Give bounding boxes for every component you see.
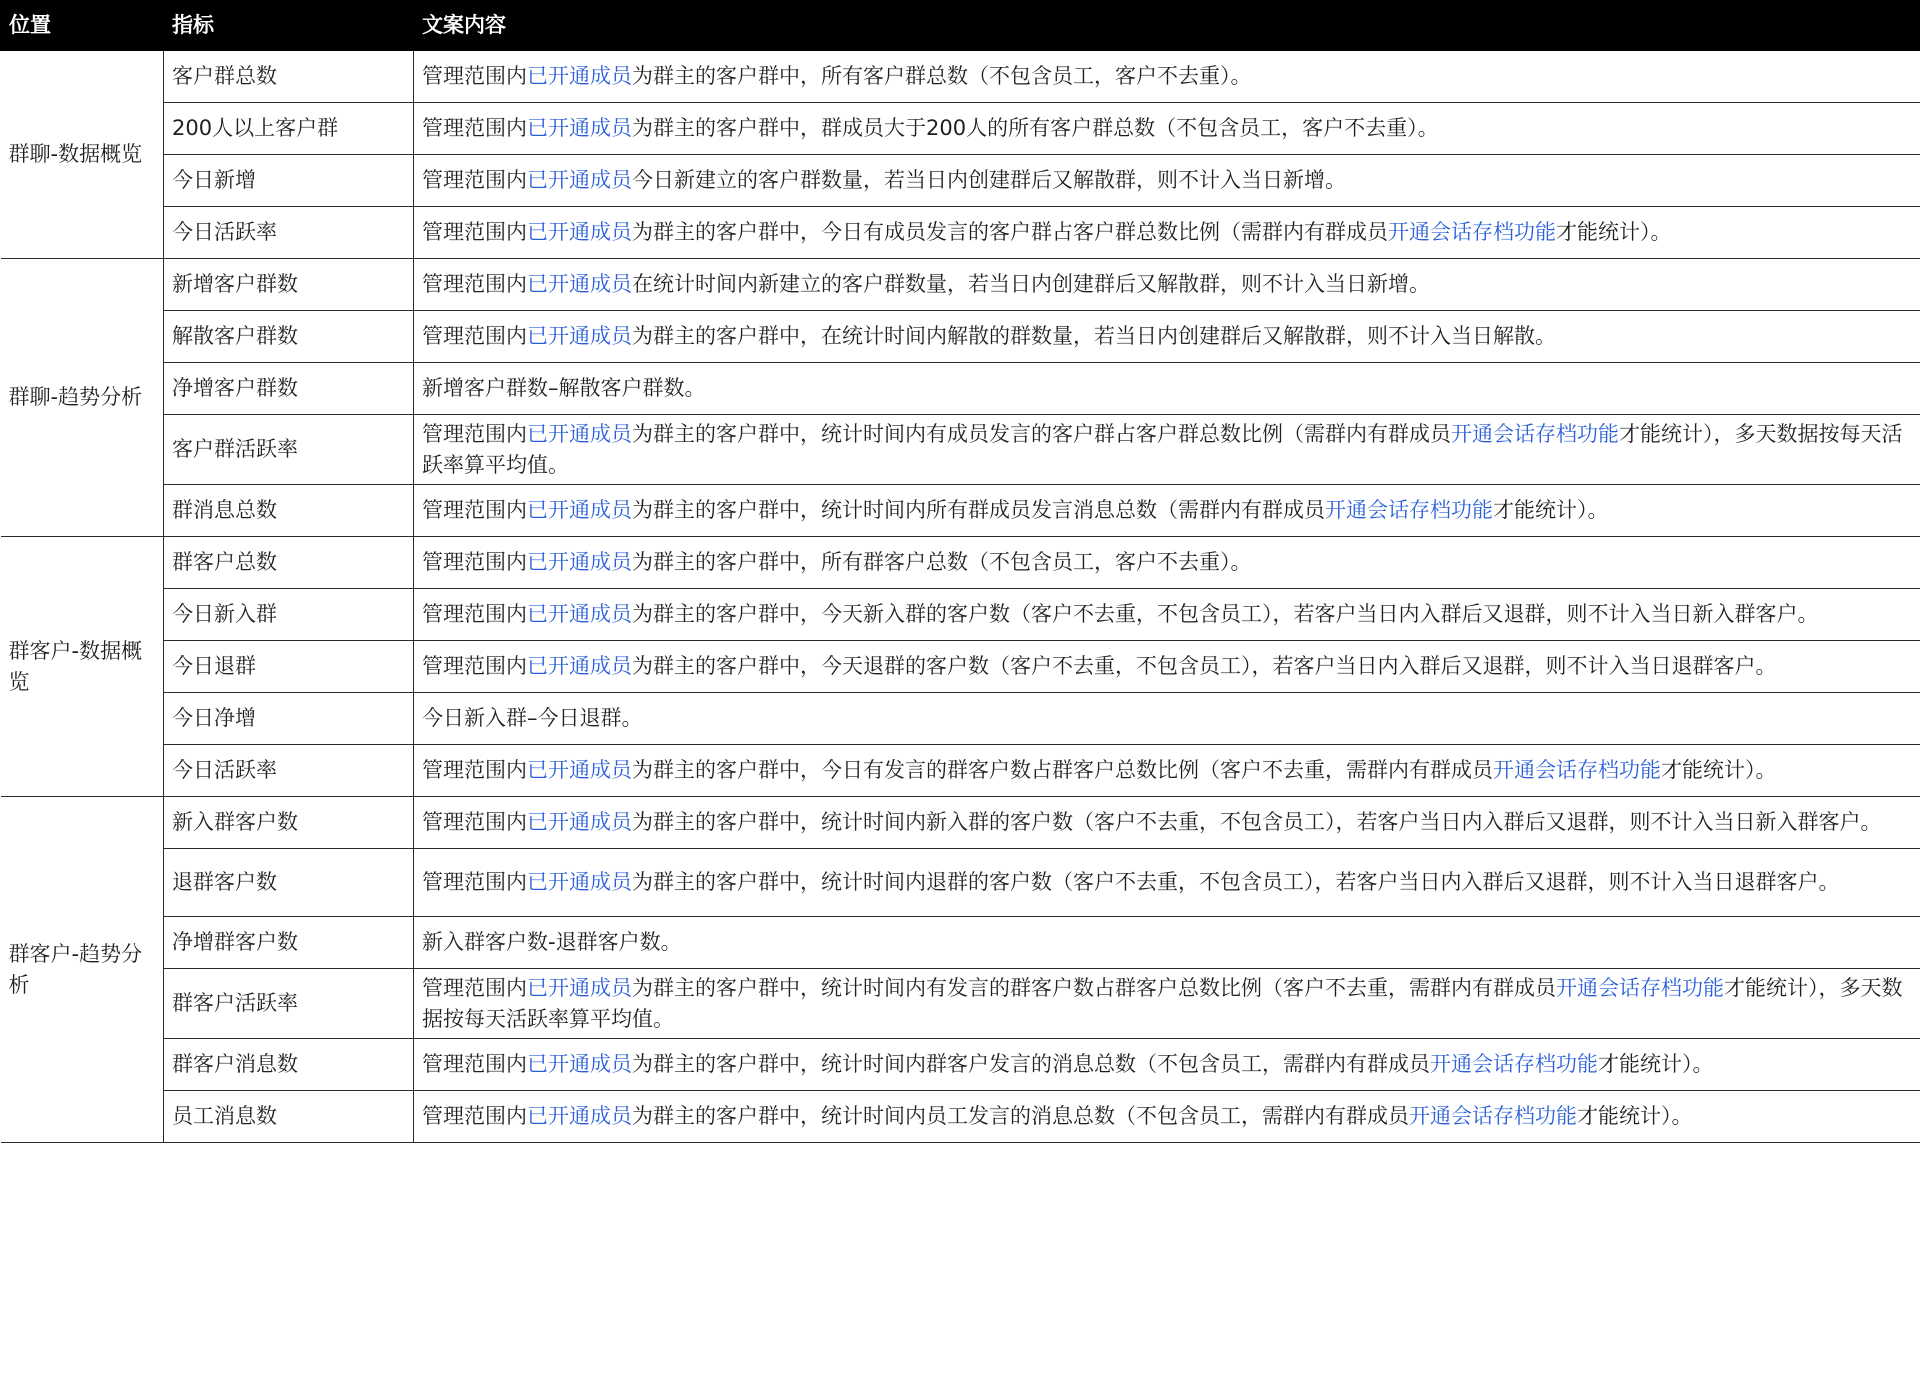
description-text: 为群主的客户群中，今天新入群的客户数（客户不去重，不包含员工），若客户当日内入群后又退群，则不计入当日新入群客户。	[632, 602, 1819, 626]
description-cell	[414, 415, 1920, 485]
description-text: 管理范围内	[422, 758, 527, 782]
description-text: 今日新建立的客户群数量，若当日内创建群后又解散群，则不计入当日新增。	[632, 168, 1346, 192]
metric-cell: 净增群客户数	[164, 917, 414, 969]
activated-members-link[interactable]: 已开通成员	[527, 220, 632, 244]
metric-cell: 净增客户群数	[164, 363, 414, 415]
metric-cell: 群消息总数	[164, 485, 414, 537]
table-row	[1, 969, 1920, 1039]
description-cell	[414, 745, 1920, 797]
metric-cell: 群客户消息数	[164, 1039, 414, 1091]
header-position: 位置	[1, 1, 164, 51]
activated-members-link[interactable]: 已开通成员	[527, 810, 632, 834]
description-text: 为群主的客户群中，今天退群的客户数（客户不去重，不包含员工），若客户当日内入群后又退群，则不计入当日退群客户。	[632, 654, 1777, 678]
description-text: 为群主的客户群中，统计时间内有成员发言的客户群占客户群总数比例（需群内有群成员	[632, 421, 1451, 446]
activated-members-link[interactable]: 已开通成员	[527, 975, 632, 1000]
metric-cell: 群客户总数	[164, 537, 414, 589]
table-row	[1, 259, 1920, 311]
header-metric: 指标	[164, 1, 414, 51]
description-cell	[414, 537, 1920, 589]
description-text: 管理范围内	[422, 220, 527, 244]
description-cell	[414, 485, 1920, 537]
position-cell: 群聊-数据概览	[1, 51, 164, 259]
description-text: 为群主的客户群中，今日有成员发言的客户群占客户群总数比例（需群内有群成员	[632, 220, 1388, 244]
description-text: 管理范围内	[422, 810, 527, 834]
activated-members-link[interactable]: 已开通成员	[527, 550, 632, 574]
description-cell	[414, 1091, 1920, 1143]
metric-cell: 今日新入群	[164, 589, 414, 641]
description-text: 为群主的客户群中，群成员大于200人的所有客户群总数（不包含员工，客户不去重）。	[632, 116, 1439, 140]
table-row	[1, 311, 1920, 363]
metric-cell: 新入群客户数	[164, 797, 414, 849]
description-text: 管理范围内	[422, 1104, 527, 1128]
activated-members-link[interactable]: 已开通成员	[527, 64, 632, 88]
description-text: 管理范围内	[422, 975, 527, 1000]
metric-cell: 客户群活跃率	[164, 415, 414, 485]
activated-members-link[interactable]: 已开通成员	[527, 602, 632, 626]
description-text: 才能统计），多天数据按每天活跃率算平均值。	[422, 975, 1903, 1031]
description-text: 为群主的客户群中，统计时间内新入群的客户数（客户不去重，不包含员工），若客户当日内入群后又退群，则不计入当日新入群客户。	[632, 810, 1882, 834]
session-archive-link[interactable]: 开通会话存档功能	[1430, 1052, 1598, 1076]
table-row	[1, 1039, 1920, 1091]
table-row	[1, 917, 1920, 969]
position-cell: 群客户-数据概览	[1, 537, 164, 797]
activated-members-link[interactable]: 已开通成员	[527, 654, 632, 678]
table-row	[1, 589, 1920, 641]
table-header-row	[1, 1, 1920, 51]
description-text: 才能统计）。	[1577, 1104, 1693, 1128]
description-text: 管理范围内	[422, 64, 527, 88]
description-text: 管理范围内	[422, 602, 527, 626]
metric-cell: 今日退群	[164, 641, 414, 693]
description-text: 才能统计）。	[1493, 498, 1609, 522]
table-row	[1, 155, 1920, 207]
description-cell	[414, 641, 1920, 693]
description-cell	[414, 259, 1920, 311]
session-archive-link[interactable]: 开通会话存档功能	[1493, 758, 1661, 782]
description-cell	[414, 917, 1920, 969]
metric-cell: 客户群总数	[164, 51, 414, 103]
table-body	[1, 51, 1920, 1143]
table-row	[1, 745, 1920, 797]
description-text: 管理范围内	[422, 870, 527, 894]
description-text: 今日新入群–今日退群。	[422, 706, 643, 730]
activated-members-link[interactable]: 已开通成员	[527, 1052, 632, 1076]
description-cell	[414, 155, 1920, 207]
activated-members-link[interactable]: 已开通成员	[527, 272, 632, 296]
activated-members-link[interactable]: 已开通成员	[527, 116, 632, 140]
table-row	[1, 415, 1920, 485]
metric-cell: 今日新增	[164, 155, 414, 207]
header-content: 文案内容	[414, 1, 1920, 51]
activated-members-link[interactable]: 已开通成员	[527, 1104, 632, 1128]
metric-cell: 今日净增	[164, 693, 414, 745]
description-text: 为群主的客户群中，所有群客户总数（不包含员工，客户不去重）。	[632, 550, 1252, 574]
activated-members-link[interactable]: 已开通成员	[527, 498, 632, 522]
description-cell	[414, 207, 1920, 259]
metric-cell: 群客户活跃率	[164, 969, 414, 1039]
description-cell	[414, 363, 1920, 415]
activated-members-link[interactable]: 已开通成员	[527, 324, 632, 348]
description-cell	[414, 103, 1920, 155]
description-text: 才能统计）。	[1556, 220, 1672, 244]
description-text: 为群主的客户群中，统计时间内群客户发言的消息总数（不包含员工，需群内有群成员	[632, 1052, 1430, 1076]
activated-members-link[interactable]: 已开通成员	[527, 421, 632, 446]
description-text: 管理范围内	[422, 498, 527, 522]
description-text: 为群主的客户群中，统计时间内所有群成员发言消息总数（需群内有群成员	[632, 498, 1325, 522]
table-row	[1, 485, 1920, 537]
table-row	[1, 207, 1920, 259]
metric-cell: 今日活跃率	[164, 207, 414, 259]
table-row	[1, 537, 1920, 589]
table-row	[1, 849, 1920, 917]
metric-cell: 退群客户数	[164, 849, 414, 917]
description-text: 管理范围内	[422, 1052, 527, 1076]
table-row	[1, 641, 1920, 693]
description-cell	[414, 969, 1920, 1039]
description-cell	[414, 849, 1920, 917]
description-cell	[414, 51, 1920, 103]
description-cell	[414, 797, 1920, 849]
position-cell: 群聊-趋势分析	[1, 259, 164, 537]
description-cell	[414, 1039, 1920, 1091]
metric-cell: 解散客户群数	[164, 311, 414, 363]
description-text: 管理范围内	[422, 654, 527, 678]
description-text: 管理范围内	[422, 168, 527, 192]
session-archive-link[interactable]: 开通会话存档功能	[1451, 421, 1619, 446]
activated-members-link[interactable]: 已开通成员	[527, 758, 632, 782]
description-text: 为群主的客户群中，统计时间内退群的客户数（客户不去重，不包含员工），若客户当日内入群后又退群，则不计入当日退群客户。	[632, 870, 1840, 894]
description-cell	[414, 589, 1920, 641]
description-text: 管理范围内	[422, 324, 527, 348]
metric-cell: 今日活跃率	[164, 745, 414, 797]
activated-members-link[interactable]: 已开通成员	[527, 168, 632, 192]
description-text: 管理范围内	[422, 272, 527, 296]
table-row	[1, 363, 1920, 415]
session-archive-link[interactable]: 开通会话存档功能	[1556, 975, 1724, 1000]
position-cell: 群客户-趋势分析	[1, 797, 164, 1143]
table-row	[1, 51, 1920, 103]
description-cell	[414, 693, 1920, 745]
metric-cell: 200人以上客户群	[164, 103, 414, 155]
description-text: 新增客户群数–解散客户群数。	[422, 376, 706, 400]
activated-members-link[interactable]: 已开通成员	[527, 870, 632, 894]
description-text: 才能统计）。	[1598, 1052, 1714, 1076]
description-cell	[414, 311, 1920, 363]
description-text: 为群主的客户群中，统计时间内有发言的群客户数占群客户总数比例（客户不去重，需群内有群成员	[632, 975, 1556, 1000]
description-text: 为群主的客户群中，所有客户群总数（不包含员工，客户不去重）。	[632, 64, 1252, 88]
description-text: 才能统计）。	[1661, 758, 1777, 782]
description-text: 才能统计），多天数据按每天活跃率算平均值。	[422, 421, 1903, 477]
table-row	[1, 693, 1920, 745]
session-archive-link[interactable]: 开通会话存档功能	[1388, 220, 1556, 244]
description-text: 管理范围内	[422, 116, 527, 140]
session-archive-link[interactable]: 开通会话存档功能	[1409, 1104, 1577, 1128]
session-archive-link[interactable]: 开通会话存档功能	[1325, 498, 1493, 522]
table-row	[1, 103, 1920, 155]
description-text: 为群主的客户群中，统计时间内员工发言的消息总数（不包含员工，需群内有群成员	[632, 1104, 1409, 1128]
metric-cell: 新增客户群数	[164, 259, 414, 311]
description-text: 新入群客户数-退群客户数。	[422, 930, 682, 954]
description-text: 为群主的客户群中，今日有发言的群客户数占群客户总数比例（客户不去重，需群内有群成员	[632, 758, 1493, 782]
table-row	[1, 797, 1920, 849]
description-text: 在统计时间内新建立的客户群数量，若当日内创建群后又解散群，则不计入当日新增。	[632, 272, 1430, 296]
table-row	[1, 1091, 1920, 1143]
description-text: 管理范围内	[422, 421, 527, 446]
description-text: 为群主的客户群中，在统计时间内解散的群数量，若当日内创建群后又解散群，则不计入当日解散。	[632, 324, 1556, 348]
description-text: 管理范围内	[422, 550, 527, 574]
metric-cell: 员工消息数	[164, 1091, 414, 1143]
